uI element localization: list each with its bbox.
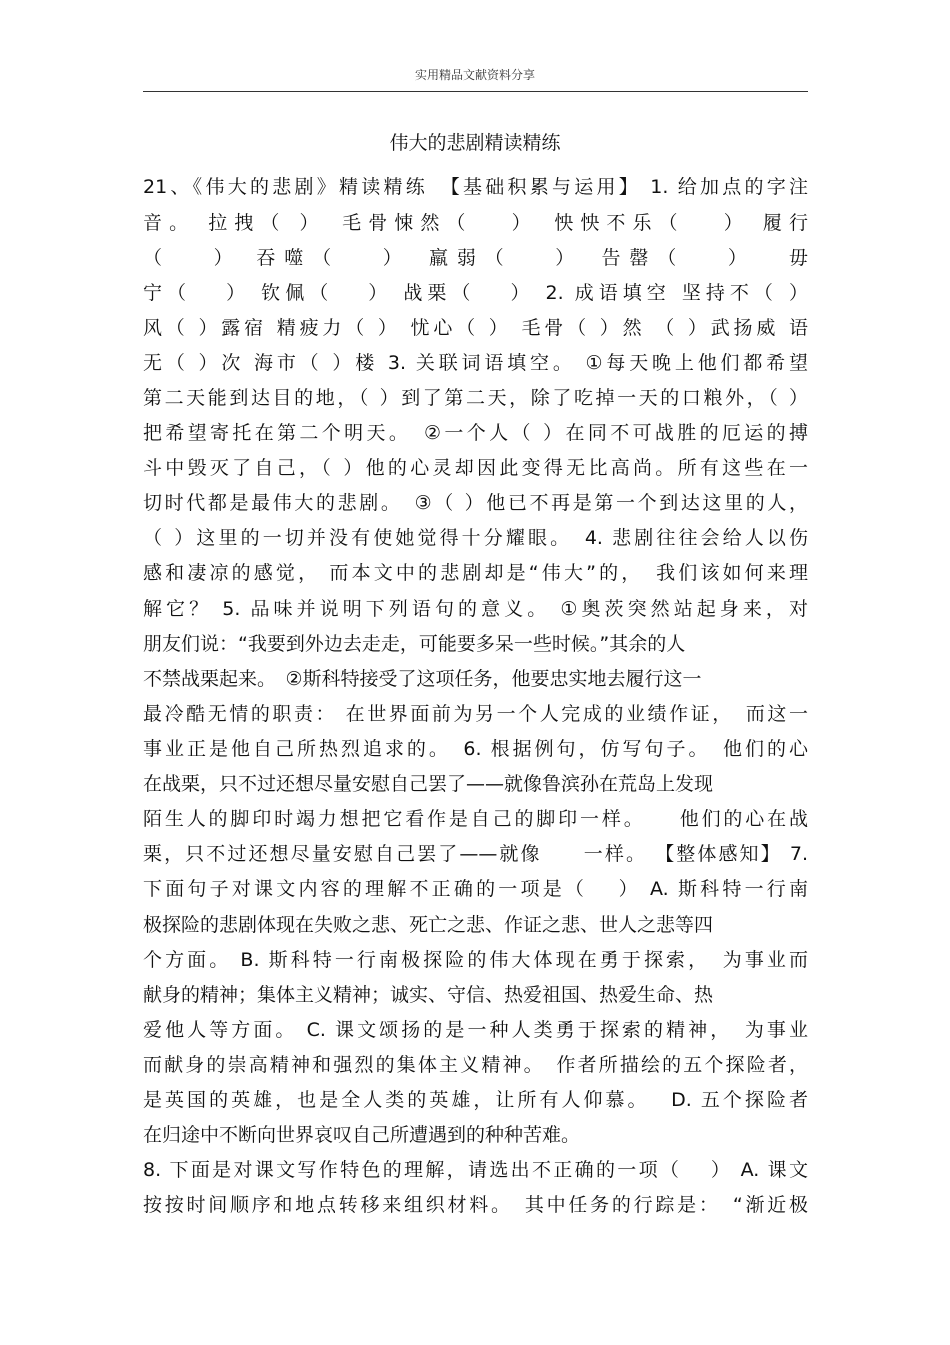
text-line: 不禁战栗起来。 ②斯科特接受了这项任务，他要忠实地去履行这一 bbox=[143, 668, 702, 690]
text-line: 21、《伟大的悲剧》精读精练 【基础积累与运用】 1. 给加点的字注 bbox=[143, 176, 808, 198]
header-divider bbox=[143, 91, 808, 92]
text-line: 宁（ ） 钦佩（ ） 战栗（ ） 2. 成语填空 坚持不（ ） bbox=[143, 282, 808, 304]
text-line: 把希望寄托在第二个明天。 ②一个人（ ）在同不可战胜的厄运的搏 bbox=[143, 422, 808, 444]
text-line: 第二天能到达目的地，（ ）到了第二天，除了吃掉一天的口粮外，（ ） bbox=[143, 387, 808, 409]
text-line: 在归途中不断向世界哀叹自己所遭遇到的种种苦难。 bbox=[143, 1124, 581, 1146]
text-line: 音。 拉拽（ ） 毛骨悚然（ ） 怏怏不乐（ ） 履行 bbox=[143, 212, 808, 234]
text-line: 陌生人的脚印时竭力想把它看作是自己的脚印一样。 他们的心在战 bbox=[143, 808, 808, 830]
text-line: 解它？ 5. 品味并说明下列语句的意义。 ①奥茨突然站起身来，对 bbox=[143, 598, 808, 620]
text-line: 极探险的悲剧体现在失败之悲、死亡之悲、作证之悲、世人之悲等四 bbox=[143, 914, 714, 936]
document-title: 伟大的悲剧精读精练 bbox=[389, 132, 561, 154]
text-line: 切时代都是最伟大的悲剧。 ③（ ）他已不再是第一个到达这里的人， bbox=[143, 492, 808, 514]
text-line: 按按时间顺序和地点转移来组织材料。 其中任务的行踪是： “渐近极 bbox=[143, 1194, 808, 1216]
text-line: 个方面。 B. 斯科特一行南极探险的伟大体现在勇于探索， 为事业而 bbox=[143, 949, 808, 971]
text-line: 斗中毁灭了自己，（ ）他的心灵却因此变得无比高尚。所有这些在一 bbox=[143, 457, 808, 479]
text-line: 事业正是他自己所热烈追求的。 6. 根据例句，仿写句子。 他们的心 bbox=[143, 738, 808, 760]
text-line: 爱他人等方面。 C. 课文颂扬的是一种人类勇于探索的精神， 为事业 bbox=[143, 1019, 808, 1041]
text-line: 朋友们说：“我要到外边去走走，可能要多呆一些时候。”其余的人 bbox=[143, 633, 686, 655]
text-line: （ ） 吞噬（ ） 羸弱（ ） 告罄（ ） 毋 bbox=[143, 247, 808, 269]
text-line: 在战栗，只不过还想尽量安慰自己罢了——就像鲁滨孙在荒岛上发现 bbox=[143, 773, 714, 795]
text-line: 下面句子对课文内容的理解不正确的一项是（ ） A. 斯科特一行南 bbox=[143, 878, 808, 900]
text-line: 感和凄凉的感觉， 而本文中的悲剧却是“伟大”的， 我们该如何来理 bbox=[143, 562, 808, 584]
text-line: 是英国的英雄，也是全人类的英雄，让所有人仰慕。 D. 五个探险者 bbox=[143, 1089, 808, 1111]
text-line: 风（ ）露宿 精疲力（ ） 忧心（ ） 毛骨（ ）然 （ ）武扬威 语 bbox=[143, 317, 808, 339]
page-header: 实用精品文献资料分享 bbox=[414, 68, 535, 82]
text-line: 8. 下面是对课文写作特色的理解，请选出不正确的一项（ ） A. 课文 bbox=[143, 1159, 808, 1181]
text-line: 献身的精神；集体主义精神；诚实、守信、热爱祖国、热爱生命、热 bbox=[143, 984, 714, 1006]
text-line: 而献身的崇高精神和强烈的集体主义精神。 作者所描绘的五个探险者， bbox=[143, 1054, 808, 1076]
text-line: 栗，只不过还想尽量安慰自己罢了——就像 一样。 【整体感知】 7. bbox=[143, 843, 808, 865]
text-line: （ ）这里的一切并没有使她觉得十分耀眼。 4. 悲剧往往会给人以伤 bbox=[143, 527, 808, 549]
text-line: 最冷酷无情的职责： 在世界面前为另一个人完成的业绩作证， 而这一 bbox=[143, 703, 808, 725]
text-line: 无（ ）次 海市（ ）楼 3. 关联词语填空。 ①每天晚上他们都希望 bbox=[143, 352, 808, 374]
